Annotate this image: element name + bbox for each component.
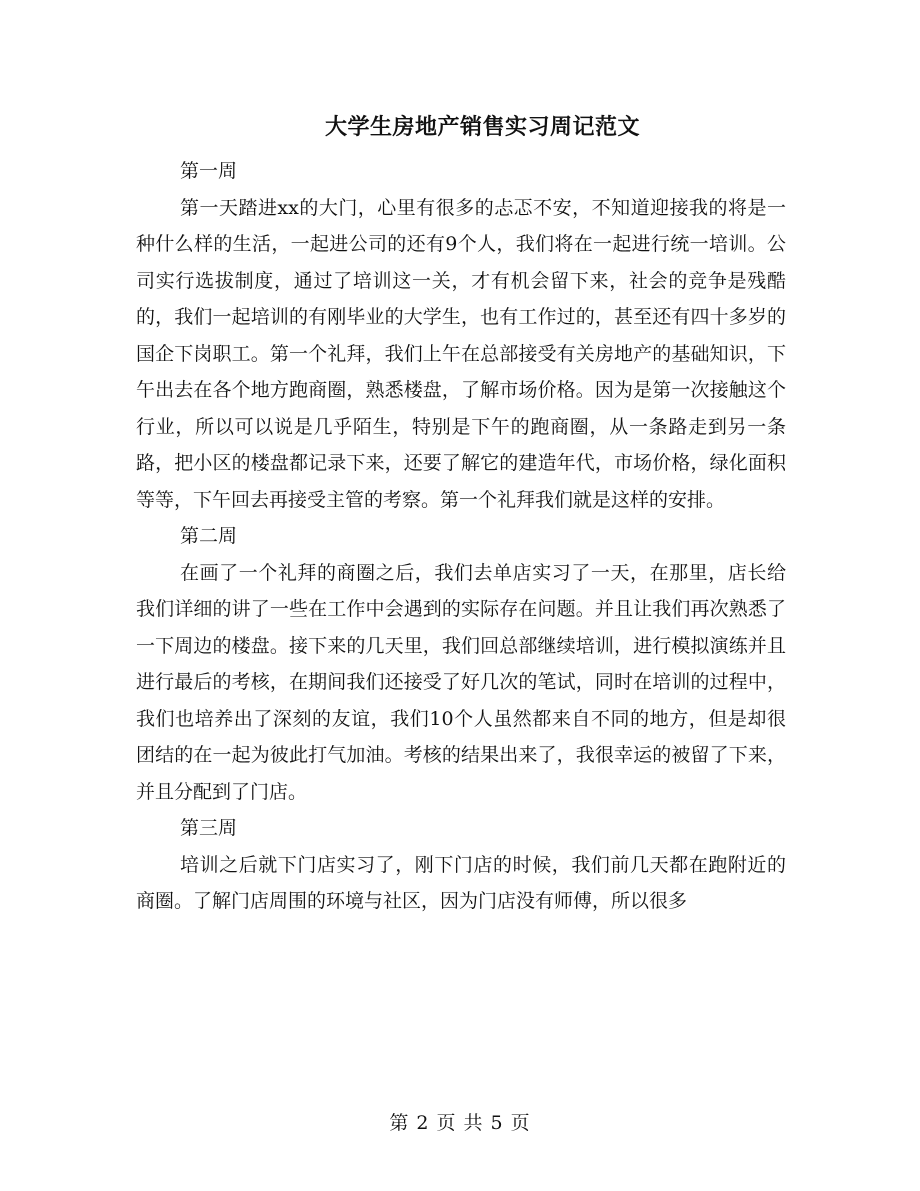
week3-heading: 第三周	[180, 817, 238, 839]
week2-paragraph: 在画了一个礼拜的商圈之后，我们去单店实习了一天，在那里，店长给我们详细的讲了一些在工作中会遇到的实际存在问题。并且让我们再次熟悉了一下周边的楼盘。接下来的几天里，我们回总部继续培训，进行模拟演练并且进行最后的考核，在期间我们还接受了好几次的笔试，同时在培训的过程中，我们也培养出了深刻的友谊，我们10个人虽然都来自不同的地方，但是却很团结的在一起为彼此打气加油。考核的结果出来了，我很幸运的被留了下来，并且分配到了门店。	[136, 561, 786, 803]
page-number-footer: 第 2 页 共 5 页	[389, 1112, 531, 1134]
week2-heading: 第二周	[180, 525, 238, 547]
week1-heading: 第一周	[180, 160, 238, 182]
document-body	[136, 153, 786, 920]
document-title: 大学生房地产销售实习周记范文	[324, 114, 640, 140]
week1-paragraph: 第一天踏进xx的大门，心里有很多的忐忑不安，不知道迎接我的将是一种什么样的生活，一起进公司的还有9个人，我们将在一起进行统一培训。公司实行选拔制度，通过了培训这一关，才有机会留下来，社会的竞争是残酷的，我们一起培训的有刚毕业的大学生，也有工作过的，甚至还有四十多岁的国企下岗职工。第一个礼拜，我们上午在总部接受有关房地产的基础知识，下午出去在各个地方跑商圈，熟悉楼盘，了解市场价格。因为是第一次接触这个行业，所以可以说是几乎陌生，特别是下午的跑商圈，从一条路走到另一条路，把小区的楼盘都记录下来，还要了解它的建造年代，市场价格，绿化面积等等，下午回去再接受主管的考察。第一个礼拜我们就是这样的安排。	[136, 196, 786, 511]
week3-paragraph: 培训之后就下门店实习了，刚下门店的时候，我们前几天都在跑附近的商圈。了解门店周围的环境与社区，因为门店没有师傅，所以很多	[136, 853, 786, 912]
